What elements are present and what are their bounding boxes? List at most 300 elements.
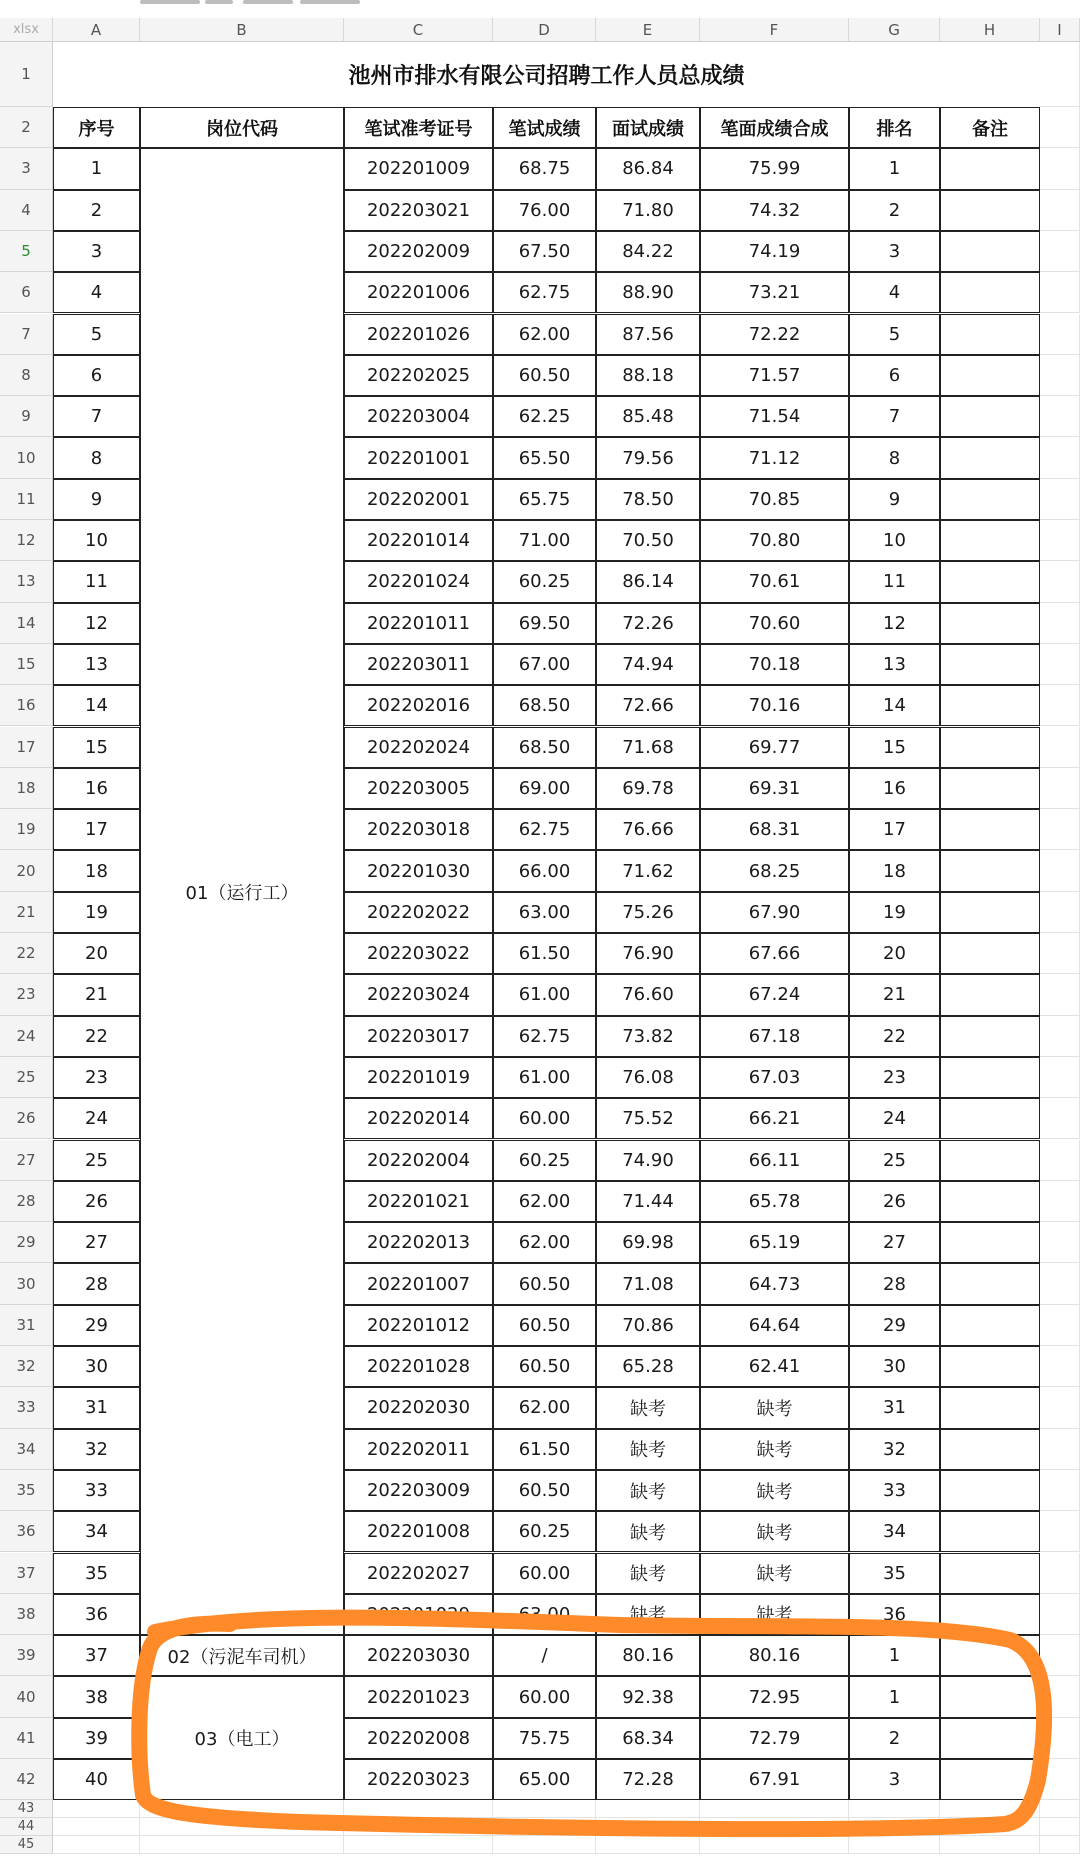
table-cell[interactable]: 65.28 <box>596 1346 700 1387</box>
empty-cell[interactable] <box>1040 148 1080 189</box>
remark-cell[interactable] <box>940 355 1040 396</box>
empty-cell[interactable] <box>1040 520 1080 561</box>
table-cell[interactable]: 10 <box>53 520 140 561</box>
table-cell[interactable]: 70.80 <box>700 520 849 561</box>
empty-cell[interactable] <box>1040 1429 1080 1470</box>
table-cell[interactable]: 65.78 <box>700 1181 849 1222</box>
empty-cell[interactable] <box>700 1800 849 1818</box>
table-cell[interactable]: 80.16 <box>596 1635 700 1676</box>
remark-cell[interactable] <box>940 520 1040 561</box>
table-cell[interactable]: 6 <box>53 355 140 396</box>
remark-cell[interactable] <box>940 190 1040 231</box>
empty-cell[interactable] <box>1040 1594 1080 1635</box>
table-cell[interactable]: 202201006 <box>344 272 493 313</box>
table-cell[interactable]: 1 <box>53 148 140 189</box>
table-cell[interactable]: 15 <box>53 727 140 768</box>
empty-cell[interactable] <box>1040 1181 1080 1222</box>
empty-cell[interactable] <box>1040 644 1080 685</box>
table-cell[interactable]: 202202027 <box>344 1553 493 1594</box>
row-header-12[interactable]: 12 <box>0 520 53 561</box>
table-cell[interactable]: 202201030 <box>344 850 493 891</box>
table-cell[interactable]: 26 <box>53 1181 140 1222</box>
table-cell[interactable]: 64.64 <box>700 1305 849 1346</box>
remark-cell[interactable] <box>940 1429 1040 1470</box>
table-cell[interactable]: 70.85 <box>700 479 849 520</box>
table-cell[interactable]: 缺考 <box>700 1429 849 1470</box>
empty-cell[interactable] <box>1040 314 1080 355</box>
column-header-g[interactable]: G <box>849 18 940 42</box>
empty-cell[interactable] <box>1040 1676 1080 1717</box>
row-header-32[interactable]: 32 <box>0 1346 53 1387</box>
remark-cell[interactable] <box>940 1553 1040 1594</box>
remark-cell[interactable] <box>940 314 1040 355</box>
table-cell[interactable]: 缺考 <box>700 1387 849 1428</box>
table-cell[interactable]: 68.31 <box>700 809 849 850</box>
remark-cell[interactable] <box>940 1718 1040 1759</box>
table-cell[interactable]: 21 <box>53 974 140 1015</box>
table-cell[interactable]: 14 <box>53 685 140 726</box>
empty-cell[interactable] <box>940 1800 1040 1818</box>
table-cell[interactable]: 68.50 <box>493 685 596 726</box>
empty-cell[interactable] <box>1040 437 1080 478</box>
table-cell[interactable]: 62.00 <box>493 314 596 355</box>
table-cell[interactable]: 70.60 <box>700 603 849 644</box>
row-header-37[interactable]: 37 <box>0 1553 53 1594</box>
empty-cell[interactable] <box>493 1800 596 1818</box>
table-cell[interactable]: 25 <box>53 1140 140 1181</box>
table-cell[interactable]: 70.16 <box>700 685 849 726</box>
table-cell[interactable]: 86.84 <box>596 148 700 189</box>
remark-cell[interactable] <box>940 933 1040 974</box>
table-cell[interactable]: 17 <box>849 809 940 850</box>
row-header-19[interactable]: 19 <box>0 809 53 850</box>
empty-cell[interactable] <box>1040 396 1080 437</box>
table-cell[interactable]: 69.50 <box>493 603 596 644</box>
column-header-h[interactable]: H <box>940 18 1040 42</box>
row-header-33[interactable]: 33 <box>0 1387 53 1428</box>
table-cell[interactable]: 76.08 <box>596 1057 700 1098</box>
table-cell[interactable]: 79.56 <box>596 437 700 478</box>
table-cell[interactable]: 64.73 <box>700 1263 849 1304</box>
table-cell[interactable]: 22 <box>849 1016 940 1057</box>
table-cell[interactable]: 69.98 <box>596 1222 700 1263</box>
table-cell[interactable]: 67.03 <box>700 1057 849 1098</box>
remark-cell[interactable] <box>940 1511 1040 1552</box>
remark-cell[interactable] <box>940 1016 1040 1057</box>
empty-cell[interactable] <box>1040 727 1080 768</box>
remark-cell[interactable] <box>940 850 1040 891</box>
row-header-38[interactable]: 38 <box>0 1594 53 1635</box>
table-cell[interactable]: 缺考 <box>596 1470 700 1511</box>
row-header-16[interactable]: 16 <box>0 685 53 726</box>
table-cell[interactable]: 72.26 <box>596 603 700 644</box>
row-header-30[interactable]: 30 <box>0 1263 53 1304</box>
table-cell[interactable]: 72.66 <box>596 685 700 726</box>
table-cell[interactable]: 70.61 <box>700 561 849 602</box>
empty-cell[interactable] <box>1040 1511 1080 1552</box>
remark-cell[interactable] <box>940 1387 1040 1428</box>
table-cell[interactable]: 202202022 <box>344 892 493 933</box>
row-header-22[interactable]: 22 <box>0 933 53 974</box>
empty-cell[interactable] <box>1040 809 1080 850</box>
table-cell[interactable]: 60.25 <box>493 1511 596 1552</box>
remark-cell[interactable] <box>940 1470 1040 1511</box>
column-header-i[interactable]: I <box>1040 18 1080 42</box>
empty-cell[interactable] <box>1040 1836 1080 1854</box>
table-cell[interactable]: 72.79 <box>700 1718 849 1759</box>
empty-cell[interactable] <box>344 1836 493 1854</box>
table-cell[interactable]: 70.86 <box>596 1305 700 1346</box>
table-cell[interactable]: 202202009 <box>344 231 493 272</box>
table-cell[interactable]: 60.50 <box>493 1263 596 1304</box>
table-cell[interactable]: 18 <box>53 850 140 891</box>
table-cell[interactable]: 36 <box>849 1594 940 1635</box>
table-cell[interactable]: 71.80 <box>596 190 700 231</box>
table-cell[interactable]: 71.62 <box>596 850 700 891</box>
table-cell[interactable]: 75.26 <box>596 892 700 933</box>
table-cell[interactable]: 202201012 <box>344 1305 493 1346</box>
table-cell[interactable]: 31 <box>53 1387 140 1428</box>
table-cell[interactable]: 71.08 <box>596 1263 700 1304</box>
table-cell[interactable]: 17 <box>53 809 140 850</box>
table-cell[interactable]: 72.95 <box>700 1676 849 1717</box>
table-cell[interactable]: 缺考 <box>700 1553 849 1594</box>
table-cell[interactable]: 202201026 <box>344 314 493 355</box>
table-cell[interactable]: 缺考 <box>596 1594 700 1635</box>
table-cell[interactable]: 62.41 <box>700 1346 849 1387</box>
table-cell[interactable]: 202201021 <box>344 1181 493 1222</box>
row-header-26[interactable]: 26 <box>0 1098 53 1139</box>
table-cell[interactable]: 72.28 <box>596 1759 700 1800</box>
empty-cell[interactable] <box>849 1818 940 1836</box>
row-header-36[interactable]: 36 <box>0 1511 53 1552</box>
row-header-14[interactable]: 14 <box>0 603 53 644</box>
table-cell[interactable]: 63.00 <box>493 892 596 933</box>
remark-cell[interactable] <box>940 768 1040 809</box>
table-cell[interactable]: 74.90 <box>596 1140 700 1181</box>
table-cell[interactable]: 202203024 <box>344 974 493 1015</box>
table-cell[interactable]: 61.00 <box>493 974 596 1015</box>
table-cell[interactable]: 21 <box>849 974 940 1015</box>
empty-cell[interactable] <box>1040 1140 1080 1181</box>
column-header-d[interactable]: D <box>493 18 596 42</box>
empty-cell[interactable] <box>1040 1263 1080 1304</box>
table-cell[interactable]: 202203023 <box>344 1759 493 1800</box>
table-cell[interactable]: 75.99 <box>700 148 849 189</box>
remark-cell[interactable] <box>940 1305 1040 1346</box>
table-cell[interactable]: 60.00 <box>493 1098 596 1139</box>
table-cell[interactable]: 202201008 <box>344 1511 493 1552</box>
table-cell[interactable]: 20 <box>53 933 140 974</box>
empty-cell[interactable] <box>1040 1635 1080 1676</box>
row-header-24[interactable]: 24 <box>0 1016 53 1057</box>
table-cell[interactable]: 84.22 <box>596 231 700 272</box>
remark-cell[interactable] <box>940 1057 1040 1098</box>
empty-cell[interactable] <box>493 1836 596 1854</box>
empty-cell[interactable] <box>53 1818 140 1836</box>
table-cell[interactable]: 202202025 <box>344 355 493 396</box>
table-cell[interactable]: 1 <box>849 148 940 189</box>
empty-cell[interactable] <box>1040 1818 1080 1836</box>
table-cell[interactable]: 6 <box>849 355 940 396</box>
remark-cell[interactable] <box>940 1676 1040 1717</box>
row-header-21[interactable]: 21 <box>0 892 53 933</box>
table-cell[interactable]: 60.25 <box>493 1140 596 1181</box>
table-cell[interactable]: 缺考 <box>700 1594 849 1635</box>
row-header-27[interactable]: 27 <box>0 1140 53 1181</box>
table-cell[interactable]: 63.00 <box>493 1594 596 1635</box>
remark-cell[interactable] <box>940 148 1040 189</box>
table-cell[interactable]: 71.54 <box>700 396 849 437</box>
table-cell[interactable]: 65.00 <box>493 1759 596 1800</box>
table-cell[interactable]: 65.50 <box>493 437 596 478</box>
table-cell[interactable]: 85.48 <box>596 396 700 437</box>
table-cell[interactable]: 33 <box>53 1470 140 1511</box>
table-cell[interactable]: 202201024 <box>344 561 493 602</box>
remark-cell[interactable] <box>940 1181 1040 1222</box>
table-cell[interactable]: 13 <box>849 644 940 685</box>
table-cell[interactable]: 30 <box>849 1346 940 1387</box>
empty-cell[interactable] <box>53 1800 140 1818</box>
remark-cell[interactable] <box>940 1346 1040 1387</box>
table-cell[interactable]: 36 <box>53 1594 140 1635</box>
table-cell[interactable]: 27 <box>53 1222 140 1263</box>
empty-cell[interactable] <box>344 1800 493 1818</box>
table-cell[interactable]: 5 <box>53 314 140 355</box>
position-code-cell[interactable]: 01（运行工） <box>140 148 344 1635</box>
empty-cell[interactable] <box>849 1800 940 1818</box>
table-cell[interactable]: 3 <box>53 231 140 272</box>
table-cell[interactable]: 25 <box>849 1140 940 1181</box>
column-header-f[interactable]: F <box>700 18 849 42</box>
table-cell[interactable]: 缺考 <box>596 1387 700 1428</box>
table-cell[interactable]: 37 <box>53 1635 140 1676</box>
empty-cell[interactable] <box>493 1818 596 1836</box>
table-cell[interactable]: 31 <box>849 1387 940 1428</box>
empty-cell[interactable] <box>940 1818 1040 1836</box>
row-header-7[interactable]: 7 <box>0 314 53 355</box>
empty-cell[interactable] <box>1040 1759 1080 1800</box>
table-cell[interactable]: 9 <box>849 479 940 520</box>
table-cell[interactable]: 62.00 <box>493 1387 596 1428</box>
empty-cell[interactable] <box>1040 272 1080 313</box>
empty-cell[interactable] <box>596 1800 700 1818</box>
table-cell[interactable]: 20 <box>849 933 940 974</box>
row-header-29[interactable]: 29 <box>0 1222 53 1263</box>
remark-cell[interactable] <box>940 1594 1040 1635</box>
empty-cell[interactable] <box>1040 1553 1080 1594</box>
row-header-17[interactable]: 17 <box>0 727 53 768</box>
table-cell[interactable]: 202202030 <box>344 1387 493 1428</box>
empty-cell[interactable] <box>344 1818 493 1836</box>
table-cell[interactable]: 202203011 <box>344 644 493 685</box>
table-cell[interactable]: 13 <box>53 644 140 685</box>
remark-cell[interactable] <box>940 1140 1040 1181</box>
table-cell[interactable]: 202201011 <box>344 603 493 644</box>
table-cell[interactable]: 4 <box>849 272 940 313</box>
table-cell[interactable]: 1 <box>849 1635 940 1676</box>
table-cell[interactable]: 202202001 <box>344 479 493 520</box>
table-cell[interactable]: 60.50 <box>493 355 596 396</box>
table-cell[interactable]: 14 <box>849 685 940 726</box>
table-cell[interactable]: 22 <box>53 1016 140 1057</box>
table-cell[interactable]: 202202016 <box>344 685 493 726</box>
table-cell[interactable]: 23 <box>849 1057 940 1098</box>
table-cell[interactable]: 68.25 <box>700 850 849 891</box>
table-cell[interactable]: 67.90 <box>700 892 849 933</box>
empty-cell[interactable] <box>1040 685 1080 726</box>
table-cell[interactable]: 18 <box>849 850 940 891</box>
table-cell[interactable]: 76.60 <box>596 974 700 1015</box>
table-cell[interactable]: 60.00 <box>493 1553 596 1594</box>
table-cell[interactable]: 69.78 <box>596 768 700 809</box>
table-cell[interactable]: 202203018 <box>344 809 493 850</box>
table-cell[interactable]: 68.75 <box>493 148 596 189</box>
table-cell[interactable]: 70.18 <box>700 644 849 685</box>
table-cell[interactable]: 19 <box>849 892 940 933</box>
row-header-3[interactable]: 3 <box>0 148 53 189</box>
table-cell[interactable]: 70.50 <box>596 520 700 561</box>
empty-cell[interactable] <box>700 1818 849 1836</box>
table-cell[interactable]: 202202013 <box>344 1222 493 1263</box>
table-cell[interactable]: 202201007 <box>344 1263 493 1304</box>
remark-cell[interactable] <box>940 1635 1040 1676</box>
table-cell[interactable]: 202201014 <box>344 520 493 561</box>
table-cell[interactable]: 72.22 <box>700 314 849 355</box>
table-cell[interactable]: 71.12 <box>700 437 849 478</box>
table-cell[interactable]: 78.50 <box>596 479 700 520</box>
remark-cell[interactable] <box>940 272 1040 313</box>
table-cell[interactable]: 缺考 <box>700 1511 849 1552</box>
empty-cell[interactable] <box>1040 603 1080 644</box>
table-cell[interactable]: 33 <box>849 1470 940 1511</box>
row-header-13[interactable]: 13 <box>0 561 53 602</box>
empty-cell[interactable] <box>1040 933 1080 974</box>
remark-cell[interactable] <box>940 1098 1040 1139</box>
table-cell[interactable]: 24 <box>53 1098 140 1139</box>
table-cell[interactable]: 35 <box>849 1553 940 1594</box>
table-cell[interactable]: 62.00 <box>493 1181 596 1222</box>
table-cell[interactable]: 71.68 <box>596 727 700 768</box>
row-header-39[interactable]: 39 <box>0 1635 53 1676</box>
table-cell[interactable]: 202202011 <box>344 1429 493 1470</box>
table-cell[interactable]: 202203030 <box>344 1635 493 1676</box>
remark-cell[interactable] <box>940 685 1040 726</box>
row-header-44[interactable]: 44 <box>0 1818 53 1836</box>
column-header-b[interactable]: B <box>140 18 344 42</box>
row-header-35[interactable]: 35 <box>0 1470 53 1511</box>
row-header-15[interactable]: 15 <box>0 644 53 685</box>
remark-cell[interactable] <box>940 1222 1040 1263</box>
table-cell[interactable]: 62.75 <box>493 809 596 850</box>
empty-cell[interactable] <box>1040 107 1080 148</box>
table-cell[interactable]: 61.50 <box>493 933 596 974</box>
table-cell[interactable]: 28 <box>849 1263 940 1304</box>
table-cell[interactable]: 5 <box>849 314 940 355</box>
empty-cell[interactable] <box>596 1836 700 1854</box>
table-cell[interactable]: 71.00 <box>493 520 596 561</box>
table-cell[interactable]: 202201023 <box>344 1676 493 1717</box>
table-cell[interactable]: 67.24 <box>700 974 849 1015</box>
empty-cell[interactable] <box>1040 479 1080 520</box>
table-cell[interactable]: 8 <box>53 437 140 478</box>
remark-cell[interactable] <box>940 1263 1040 1304</box>
table-cell[interactable]: 67.18 <box>700 1016 849 1057</box>
empty-cell[interactable] <box>700 1836 849 1854</box>
table-cell[interactable]: 73.82 <box>596 1016 700 1057</box>
table-cell[interactable]: 8 <box>849 437 940 478</box>
empty-cell[interactable] <box>140 1818 344 1836</box>
empty-cell[interactable] <box>596 1818 700 1836</box>
table-cell[interactable]: 202201009 <box>344 148 493 189</box>
remark-cell[interactable] <box>940 644 1040 685</box>
row-header-23[interactable]: 23 <box>0 974 53 1015</box>
remark-cell[interactable] <box>940 809 1040 850</box>
row-header-2[interactable]: 2 <box>0 107 53 148</box>
table-cell[interactable]: 202201029 <box>344 1594 493 1635</box>
table-cell[interactable]: 34 <box>53 1511 140 1552</box>
table-cell[interactable]: 缺考 <box>596 1553 700 1594</box>
table-cell[interactable]: 62.25 <box>493 396 596 437</box>
remark-cell[interactable] <box>940 437 1040 478</box>
table-cell[interactable]: 74.19 <box>700 231 849 272</box>
table-cell[interactable]: 缺考 <box>700 1470 849 1511</box>
table-cell[interactable]: 10 <box>849 520 940 561</box>
table-cell[interactable]: 15 <box>849 727 940 768</box>
table-cell[interactable]: 60.50 <box>493 1346 596 1387</box>
table-cell[interactable]: 26 <box>849 1181 940 1222</box>
empty-cell[interactable] <box>1040 1057 1080 1098</box>
table-cell[interactable]: 202203004 <box>344 396 493 437</box>
empty-cell[interactable] <box>53 1836 140 1854</box>
empty-cell[interactable] <box>1040 1016 1080 1057</box>
row-header-25[interactable]: 25 <box>0 1057 53 1098</box>
table-cell[interactable]: 23 <box>53 1057 140 1098</box>
row-header-5[interactable]: 5 <box>0 231 53 272</box>
remark-cell[interactable] <box>940 603 1040 644</box>
empty-cell[interactable] <box>1040 974 1080 1015</box>
table-cell[interactable]: 75.75 <box>493 1718 596 1759</box>
row-header-45[interactable]: 45 <box>0 1836 53 1854</box>
row-header-40[interactable]: 40 <box>0 1676 53 1717</box>
row-header-34[interactable]: 34 <box>0 1429 53 1470</box>
position-code-cell[interactable]: 02（污泥车司机） <box>140 1635 344 1676</box>
table-cell[interactable]: 76.66 <box>596 809 700 850</box>
table-cell[interactable]: 39 <box>53 1718 140 1759</box>
table-cell[interactable]: 34 <box>849 1511 940 1552</box>
table-cell[interactable]: 2 <box>53 190 140 231</box>
table-cell[interactable]: 202203021 <box>344 190 493 231</box>
table-cell[interactable]: 3 <box>849 1759 940 1800</box>
table-cell[interactable]: 2 <box>849 190 940 231</box>
column-header-c[interactable]: C <box>344 18 493 42</box>
table-cell[interactable]: 2 <box>849 1718 940 1759</box>
table-cell[interactable]: 38 <box>53 1676 140 1717</box>
empty-cell[interactable] <box>1040 231 1080 272</box>
table-cell[interactable]: 67.00 <box>493 644 596 685</box>
table-cell[interactable]: 71.44 <box>596 1181 700 1222</box>
table-cell[interactable]: 缺考 <box>596 1429 700 1470</box>
table-cell[interactable]: 202202008 <box>344 1718 493 1759</box>
table-cell[interactable]: 66.00 <box>493 850 596 891</box>
table-cell[interactable]: 202201019 <box>344 1057 493 1098</box>
empty-cell[interactable] <box>1040 1800 1080 1818</box>
empty-cell[interactable] <box>1040 1470 1080 1511</box>
table-cell[interactable]: 76.90 <box>596 933 700 974</box>
empty-cell[interactable] <box>1040 850 1080 891</box>
table-cell[interactable]: 60.00 <box>493 1676 596 1717</box>
row-header-20[interactable]: 20 <box>0 850 53 891</box>
